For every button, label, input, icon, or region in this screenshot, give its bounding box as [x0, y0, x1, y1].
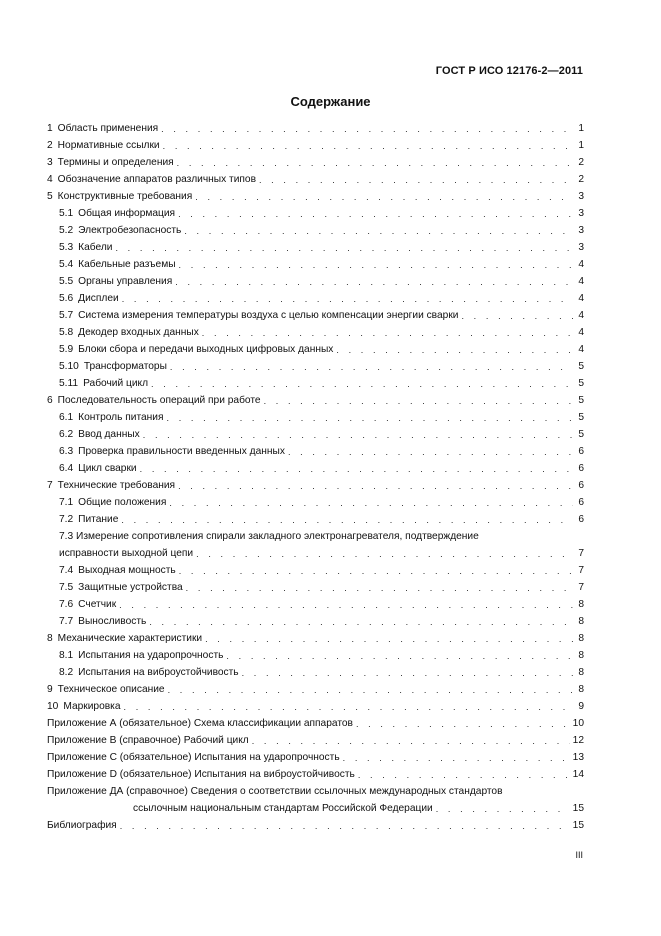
toc-entry-title: Электробезопасность — [78, 225, 182, 236]
toc-entry-title: Проверка правильности введенных данных — [78, 446, 285, 457]
toc-page-number: 6 — [578, 463, 584, 474]
toc-entry-number: 6 — [47, 395, 53, 406]
toc-entry[interactable] — [47, 429, 584, 441]
toc-leader-dots — [169, 497, 573, 509]
toc-leader-dots — [178, 480, 573, 492]
toc-entry[interactable] — [47, 344, 584, 356]
toc-leader-dots — [143, 429, 573, 441]
toc-entry-title: Защитные устройства — [78, 582, 183, 593]
toc-entry[interactable] — [47, 378, 584, 390]
toc-entry-title: Органы управления — [78, 276, 173, 287]
toc-entry[interactable] — [47, 769, 584, 781]
toc-entry[interactable] — [47, 412, 584, 424]
toc-page-number: 14 — [572, 769, 584, 780]
toc-entry-title: Контроль питания — [78, 412, 164, 423]
toc-entry-text — [47, 140, 160, 152]
toc-page-number: 6 — [578, 497, 584, 508]
toc-entry-text — [47, 174, 256, 186]
toc-entry-number: 7.1 — [59, 497, 74, 508]
toc-entry-text-line2: исправности выходной цепи — [59, 548, 194, 559]
toc-entry-text — [59, 446, 285, 458]
toc-entry-title: Рабочий цикл — [83, 378, 149, 389]
toc-page-number: 5 — [578, 412, 584, 423]
toc-leader-dots — [259, 174, 573, 186]
toc-page-number: 9 — [578, 701, 584, 712]
toc-page-number: 8 — [578, 599, 584, 610]
toc-entry[interactable] — [47, 327, 584, 339]
toc-page-number: 4 — [578, 310, 584, 321]
toc-entry-title: Конструктивные требования — [57, 191, 193, 202]
toc-entry-title: Счетчик — [78, 599, 117, 610]
toc-leader-dots — [186, 582, 573, 594]
toc-entry-number: 7.5 — [59, 582, 74, 593]
toc-entry-title: Цикл сварки — [78, 463, 137, 474]
toc-page-number: 12 — [572, 735, 584, 746]
toc-leader-dots — [195, 191, 573, 203]
toc-entry[interactable] — [47, 667, 584, 679]
toc-entry-text — [47, 191, 192, 203]
toc-entry-title: Испытания на ударопрочность — [78, 650, 224, 661]
toc-entry-title: Маркировка — [63, 701, 121, 712]
toc-entry-title: Нормативные ссылки — [57, 140, 160, 151]
toc-leader-dots — [252, 735, 570, 747]
toc-entry-title: Питание — [78, 514, 119, 525]
toc-entry-text — [47, 480, 175, 492]
toc-entry-text — [59, 599, 116, 611]
toc-page-number: 5 — [578, 429, 584, 440]
toc-leader-dots — [356, 718, 570, 730]
toc-entry[interactable] — [47, 395, 584, 407]
toc-entry[interactable] — [47, 599, 584, 611]
toc-leader-dots — [149, 616, 573, 628]
toc-leader-dots — [336, 344, 573, 356]
toc-entry-text-line1: 7.3 Измерение сопротивления спирали закладного электронагревателя, подтверждение — [59, 531, 479, 542]
toc-entry[interactable] — [47, 633, 584, 645]
toc-entry-number: 5.7 — [59, 310, 74, 321]
toc-entry-text — [59, 667, 239, 679]
toc-entry-number: 5.9 — [59, 344, 74, 355]
toc-entry-number: 7.7 — [59, 616, 74, 627]
toc-page-number: 3 — [578, 225, 584, 236]
toc-page-number: 8 — [578, 616, 584, 627]
toc-entry-title: Библиография — [47, 820, 117, 831]
toc-leader-dots — [124, 701, 573, 713]
toc-entry[interactable] — [47, 259, 584, 271]
toc-page-number: 4 — [578, 276, 584, 287]
toc-page-number: 4 — [578, 259, 584, 270]
toc-entry-title: Система измерения температуры воздуха с целью компенсации энергии сварки — [78, 310, 459, 321]
toc-entry-text — [47, 769, 355, 781]
toc-entry-number: 6.4 — [59, 463, 74, 474]
toc-page-number: 2 — [578, 157, 584, 168]
toc-entry-title: Общая информация — [78, 208, 176, 219]
toc-entry-title: Последовательность операций при работе — [57, 395, 261, 406]
toc-entry-number: 5.1 — [59, 208, 74, 219]
toc-leader-dots — [226, 650, 573, 662]
toc-entry-title: Приложение С (обязательное) Испытания на ударопрочность — [47, 752, 340, 763]
toc-leader-dots — [179, 565, 573, 577]
toc-entry-text — [59, 412, 164, 424]
toc-leader-dots — [121, 514, 573, 526]
toc-page-number: 7 — [578, 548, 584, 559]
table-of-contents — [47, 123, 584, 832]
toc-entry[interactable] — [47, 565, 584, 577]
toc-leader-dots — [140, 463, 573, 475]
toc-title: Содержание — [290, 94, 371, 109]
page-number: III — [575, 850, 583, 860]
toc-entry-number: 5.10 — [59, 361, 79, 372]
standard-code: ГОСТ Р ИСО 12176-2—2011 — [435, 65, 583, 77]
toc-entry-title: Обозначение аппаратов различных типов — [57, 174, 256, 185]
toc-entry[interactable] — [47, 735, 584, 747]
toc-page-number: 3 — [578, 191, 584, 202]
toc-entry-number: 5.5 — [59, 276, 74, 287]
toc-entry-text — [59, 225, 181, 237]
toc-entry-text — [59, 650, 223, 662]
toc-page-number: 15 — [572, 803, 584, 814]
toc-entry-text — [47, 735, 249, 747]
toc-entry[interactable] — [47, 582, 584, 594]
toc-entry-text — [59, 242, 112, 254]
toc-page-number: 5 — [578, 361, 584, 372]
toc-page-number: 6 — [578, 446, 584, 457]
toc-leader-dots — [242, 667, 573, 679]
toc-entry[interactable] — [47, 208, 584, 220]
toc-entry-number: 5.3 — [59, 242, 74, 253]
toc-group-a — [47, 123, 584, 526]
toc-entry[interactable] — [47, 310, 584, 322]
toc-entry-text — [59, 429, 140, 441]
toc-entry-number: 3 — [47, 157, 53, 168]
toc-entry-number: 7.4 — [59, 565, 74, 576]
toc-entry[interactable] — [47, 497, 584, 509]
toc-leader-dots — [343, 752, 570, 764]
toc-entry-text-line2: ссылочным национальным стандартам Российской Федерации — [133, 803, 433, 814]
toc-entry-text — [59, 616, 146, 628]
toc-entry-text — [47, 123, 158, 135]
toc-entry-text — [59, 276, 172, 288]
toc-leader-dots — [170, 361, 573, 373]
toc-entry-title: Выходная мощность — [78, 565, 176, 576]
toc-entry-number: 5.6 — [59, 293, 74, 304]
toc-entry[interactable] — [47, 140, 584, 152]
toc-entry-title: Декодер входных данных — [78, 327, 199, 338]
toc-entry-text — [59, 463, 137, 475]
toc-entry-text — [59, 259, 176, 271]
toc-page-number: 4 — [578, 293, 584, 304]
toc-entry-text — [59, 361, 167, 373]
toc-page-number: 6 — [578, 480, 584, 491]
toc-leader-dots — [436, 803, 570, 815]
toc-leader-dots — [178, 208, 573, 220]
toc-entry[interactable] — [47, 684, 584, 696]
toc-entry-number: 7 — [47, 480, 53, 491]
toc-entry[interactable] — [47, 225, 584, 237]
toc-entry[interactable] — [47, 463, 584, 475]
toc-entry[interactable] — [47, 157, 584, 169]
toc-page-number: 8 — [578, 667, 584, 678]
toc-entry-number: 5 — [47, 191, 53, 202]
toc-entry-text — [47, 820, 117, 832]
toc-page-number: 8 — [578, 633, 584, 644]
toc-entry[interactable] — [47, 361, 584, 373]
toc-page-number: 3 — [578, 242, 584, 253]
toc-page-number: 1 — [578, 123, 584, 134]
toc-entry-number: 6.1 — [59, 412, 74, 423]
toc-entry-number: 5.2 — [59, 225, 74, 236]
toc-entry[interactable] — [47, 514, 584, 526]
toc-entry-title: Дисплеи — [78, 293, 119, 304]
toc-leader-dots — [163, 140, 573, 152]
toc-entry-number: 2 — [47, 140, 53, 151]
toc-entry[interactable] — [47, 752, 584, 764]
toc-leader-dots — [177, 157, 573, 169]
toc-entry-text — [59, 497, 166, 509]
toc-entry-number: 5.11 — [59, 378, 79, 389]
toc-entry[interactable] — [47, 191, 584, 203]
toc-group-b — [47, 565, 584, 781]
toc-entry-title: Испытания на виброустойчивость — [78, 667, 239, 678]
toc-leader-dots — [196, 548, 573, 560]
toc-entry-title: Технические требования — [57, 480, 176, 491]
toc-entry-title: Область применения — [57, 123, 159, 134]
toc-entry-number: 5.8 — [59, 327, 74, 338]
toc-entry-title: Выносливость — [78, 616, 147, 627]
toc-leader-dots — [264, 395, 573, 407]
toc-entry-text-line1: Приложение ДА (справочное) Сведения о соответствии ссылочных международных стандартов — [47, 786, 503, 797]
toc-leader-dots — [358, 769, 570, 781]
toc-entry-number: 5.4 — [59, 259, 74, 270]
toc-entry-text — [59, 565, 176, 577]
toc-entry-text — [59, 208, 175, 220]
toc-entry[interactable] — [47, 786, 584, 815]
toc-page-number: 7 — [578, 565, 584, 576]
toc-entry-title: Кабельные разъемы — [78, 259, 176, 270]
toc-page-number: 8 — [578, 684, 584, 695]
toc-entry-title: Ввод данных — [78, 429, 140, 440]
toc-leader-dots — [120, 820, 570, 832]
toc-entry-text — [59, 344, 333, 356]
toc-leader-dots — [161, 123, 573, 135]
toc-entry-title: Термины и определения — [57, 157, 174, 168]
toc-entry[interactable] — [47, 650, 584, 662]
toc-page-number: 1 — [578, 140, 584, 151]
toc-leader-dots — [168, 684, 573, 696]
toc-page-number: 2 — [578, 174, 584, 185]
toc-page-number: 13 — [572, 752, 584, 763]
toc-leader-dots — [461, 310, 573, 322]
toc-page-number: 3 — [578, 208, 584, 219]
toc-entry-text — [59, 582, 183, 594]
toc-entry-title: Приложение D (обязательное) Испытания на виброустойчивость — [47, 769, 355, 780]
toc-entry-number: 6.3 — [59, 446, 74, 457]
toc-entry-number: 4 — [47, 174, 53, 185]
toc-entry-number: 7.2 — [59, 514, 74, 525]
toc-entry-text — [47, 718, 353, 730]
toc-entry-text — [47, 157, 174, 169]
toc-entry-number: 6.2 — [59, 429, 74, 440]
toc-entry-text — [59, 310, 458, 322]
toc-page-number: 4 — [578, 327, 584, 338]
toc-entry-title: Техническое описание — [57, 684, 165, 695]
toc-entry-title: Общие положения — [78, 497, 167, 508]
toc-leader-dots — [202, 327, 573, 339]
toc-entry[interactable] — [47, 531, 584, 560]
toc-entry-number: 1 — [47, 123, 53, 134]
toc-entry-number: 8.1 — [59, 650, 74, 661]
toc-entry-text — [47, 752, 340, 764]
toc-entry[interactable] — [47, 293, 584, 305]
toc-page-number: 15 — [572, 820, 584, 831]
toc-entry-title: Приложение В (справочное) Рабочий цикл — [47, 735, 249, 746]
toc-leader-dots — [115, 242, 573, 254]
toc-entry-title: Приложение А (обязательное) Схема классификации аппаратов — [47, 718, 353, 729]
toc-entry[interactable] — [47, 616, 584, 628]
toc-entry-text — [59, 514, 118, 526]
toc-entry-number: 8.2 — [59, 667, 74, 678]
toc-entry-number: 10 — [47, 701, 59, 712]
toc-leader-dots — [151, 378, 573, 390]
toc-entry-text — [47, 684, 165, 696]
toc-entry-number: 7.6 — [59, 599, 74, 610]
toc-page-number: 10 — [572, 718, 584, 729]
toc-group-c — [47, 820, 584, 832]
toc-entry[interactable] — [47, 242, 584, 254]
toc-leader-dots — [122, 293, 573, 305]
toc-entry-text — [47, 633, 202, 645]
toc-page-number: 7 — [578, 582, 584, 593]
toc-entry[interactable] — [47, 123, 584, 135]
toc-entry[interactable] — [47, 446, 584, 458]
toc-entry[interactable] — [47, 820, 584, 832]
toc-entry-text — [47, 395, 261, 407]
toc-entry-title: Кабели — [78, 242, 113, 253]
toc-page-number: 6 — [578, 514, 584, 525]
toc-page-number: 4 — [578, 344, 584, 355]
toc-page-number: 5 — [578, 378, 584, 389]
toc-page-number: 5 — [578, 395, 584, 406]
toc-entry-text — [59, 293, 119, 305]
toc-entry[interactable] — [47, 174, 584, 186]
toc-leader-dots — [288, 446, 573, 458]
toc-entry[interactable] — [47, 701, 584, 713]
toc-entry[interactable] — [47, 718, 584, 730]
toc-entry-number: 9 — [47, 684, 53, 695]
toc-entry[interactable] — [47, 480, 584, 492]
toc-entry-number: 8 — [47, 633, 53, 644]
toc-page-number: 8 — [578, 650, 584, 661]
toc-leader-dots — [184, 225, 573, 237]
toc-leader-dots — [119, 599, 573, 611]
toc-entry-text — [59, 327, 199, 339]
toc-entry-title: Механические характеристики — [57, 633, 203, 644]
toc-entry-title: Трансформаторы — [83, 361, 167, 372]
toc-leader-dots — [175, 276, 573, 288]
toc-entry-title: Блоки сбора и передачи выходных цифровых данных — [78, 344, 334, 355]
toc-leader-dots — [179, 259, 573, 271]
toc-leader-dots — [205, 633, 573, 645]
toc-entry-text — [59, 378, 148, 390]
toc-leader-dots — [167, 412, 573, 424]
toc-entry-text — [47, 701, 121, 713]
toc-entry[interactable] — [47, 276, 584, 288]
